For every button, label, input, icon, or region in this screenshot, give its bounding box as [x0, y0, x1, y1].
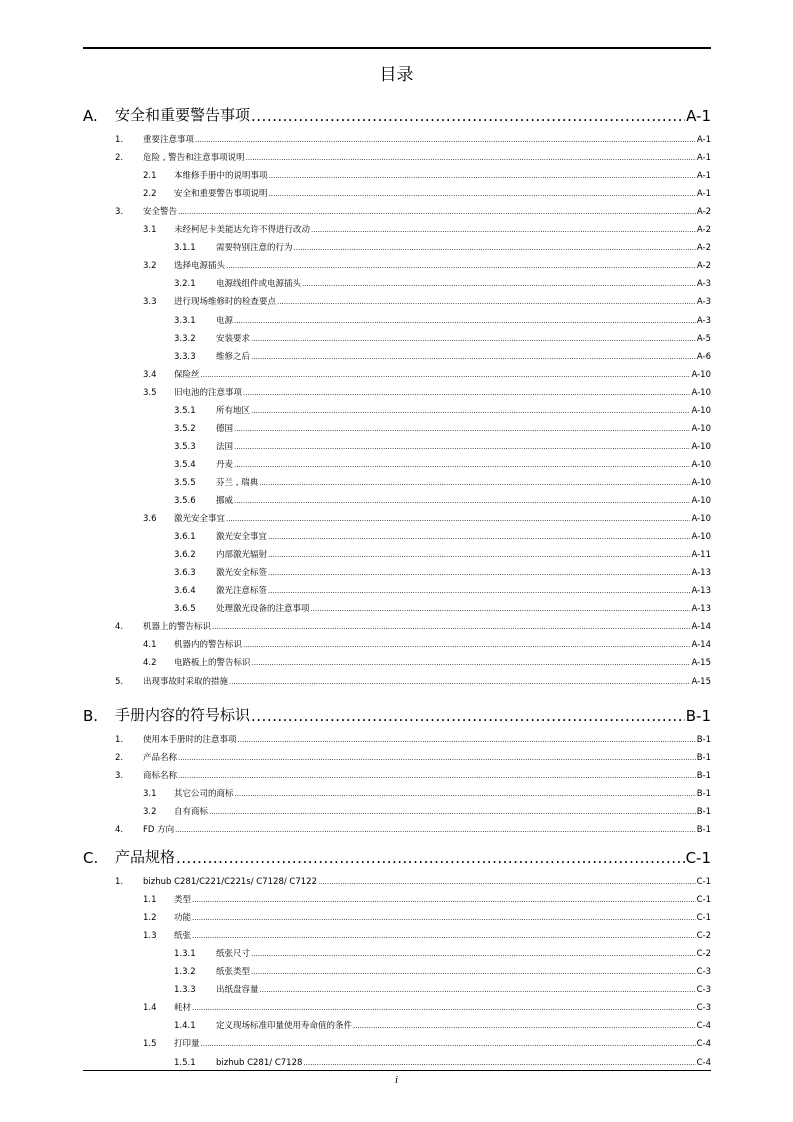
toc-entry[interactable]: [83, 727, 711, 745]
toc-entry-page: C-3: [696, 967, 711, 978]
dot-leader: [238, 736, 696, 745]
dot-leader: [243, 389, 690, 398]
dot-leader: [259, 479, 690, 488]
toc-entry-number: 3.1: [143, 225, 157, 236]
dot-leader: [251, 335, 696, 344]
toc-entry-number: B.: [83, 707, 99, 725]
dot-leader: [251, 107, 685, 125]
toc-entry[interactable]: [83, 488, 711, 506]
dot-leader: [277, 298, 696, 307]
toc-entry-number: 3.3.1: [174, 315, 196, 326]
toc-entry-page: A-3: [696, 297, 711, 308]
toc-entry-title: 手册内容的符号标识: [115, 706, 251, 724]
toc-section-heading[interactable]: [83, 845, 711, 867]
toc-entry-page: A-10: [691, 477, 711, 488]
toc-entry-number: 3.3.2: [174, 333, 196, 344]
toc-entry-number: 3.6.3: [174, 568, 196, 579]
toc-entry[interactable]: [83, 632, 711, 650]
dot-leader: [192, 932, 696, 941]
toc-entry[interactable]: [83, 799, 711, 817]
toc-entry-title: 安装要求: [216, 333, 251, 344]
toc-entry-title: 功能: [174, 913, 192, 924]
dot-leader: [201, 371, 691, 380]
toc-entry-page: A-2: [696, 261, 711, 272]
toc-entry[interactable]: [83, 542, 711, 560]
toc-entry-number: 3.4: [143, 369, 157, 380]
dot-leader: [234, 461, 690, 470]
toc-entry-page: A-10: [691, 387, 711, 398]
dot-leader: [311, 226, 696, 235]
toc-entry[interactable]: [83, 1031, 711, 1049]
toc-entry[interactable]: [83, 923, 711, 941]
dot-leader: [209, 808, 696, 817]
toc-entry-number: 4.: [115, 825, 124, 836]
toc-entry-title: 电源: [216, 315, 234, 326]
dot-leader: [268, 587, 690, 596]
toc-entry-title: FD 方向: [143, 825, 175, 836]
toc-entry-number: 3.6.4: [174, 586, 196, 597]
page-number: i: [394, 1074, 399, 1086]
toc-entry-title: 丹麦: [216, 459, 234, 470]
toc-entry-title: 激光注意标签: [216, 586, 268, 597]
toc-entry-title: 法国: [216, 441, 234, 452]
toc-entry-page: A-13: [691, 586, 711, 597]
toc-entry[interactable]: [83, 1050, 711, 1068]
toc-entry-page: A-15: [691, 658, 711, 669]
toc-entry-page: C-2: [696, 931, 711, 942]
toc-entry-title: 机器上的警告标识: [143, 622, 212, 633]
dot-leader: [353, 1022, 696, 1031]
toc-entry-page: A-3: [696, 315, 711, 326]
toc-entry-title: 纸张类型: [216, 967, 251, 978]
toc-entry-page: A-2: [696, 225, 711, 236]
toc-entry-page: A-13: [691, 568, 711, 579]
dot-leader: [294, 244, 696, 253]
dot-leader: [303, 1059, 695, 1068]
toc-entry-page: B-1: [696, 807, 711, 818]
toc-entry-page: A-10: [691, 441, 711, 452]
toc-entry-number: 1.5: [143, 1039, 157, 1050]
toc-entry-number: 3.5: [143, 387, 157, 398]
toc-entry-title: 类型: [174, 895, 192, 906]
toc-entry-number: 3.5.2: [174, 423, 196, 434]
toc-entry-title: bizhub C281/ C7128: [216, 1057, 303, 1068]
toc-entry[interactable]: [83, 380, 711, 398]
toc-entry-page: A-10: [691, 459, 711, 470]
toc-entry[interactable]: [83, 289, 711, 307]
toc-entry[interactable]: [83, 887, 711, 905]
toc-entry-title: 激光安全事宜: [174, 514, 226, 525]
toc-entry-page: A-1: [696, 135, 711, 145]
toc-entry-title: 本维修手册中的说明事项: [174, 171, 268, 182]
toc-entry-number: 2.: [115, 753, 124, 764]
toc-entry[interactable]: [83, 416, 711, 434]
toc-entry[interactable]: [83, 578, 711, 596]
toc-entry-page: A-11: [691, 550, 711, 561]
toc-entry-number: 1.1: [143, 895, 157, 906]
toc-entry-page: A-6: [696, 351, 711, 362]
dot-leader: [243, 641, 690, 650]
toc-entry-title: 旧电池的注意事项: [174, 387, 243, 398]
toc-entry-number: 3.1: [143, 789, 157, 800]
toc-entry-page: B-1: [696, 789, 711, 800]
toc-entry-title: 安全和重要警告事项: [115, 106, 251, 124]
toc-entry-title: 安全和重要警告事项说明: [174, 189, 268, 200]
toc-entry-page: A-3: [696, 279, 711, 290]
toc-entry-number: 2.1: [143, 171, 157, 182]
toc-entry[interactable]: [83, 869, 711, 887]
toc-entry[interactable]: [83, 1013, 711, 1031]
toc-entry-title: 激光安全事宜: [216, 532, 268, 543]
dot-leader: [268, 569, 690, 578]
toc-entry-page: B-1: [696, 735, 711, 745]
toc-entry-number: 1.: [115, 735, 124, 745]
toc-entry-title: 重要注意事项: [143, 135, 195, 145]
dot-leader: [260, 986, 696, 995]
toc-entry-title: 使用本手册时的注意事项: [143, 735, 237, 745]
toc-section-heading[interactable]: [83, 103, 711, 125]
toc-entry[interactable]: [83, 271, 711, 289]
toc-entry-title: 安全警告: [143, 207, 178, 218]
dot-leader: [234, 317, 696, 326]
toc-entry-title: 耗材: [174, 1003, 192, 1014]
toc-entry-page: A-13: [691, 604, 711, 615]
toc-entry-number: 3.2.1: [174, 279, 196, 290]
dot-leader: [226, 515, 690, 524]
toc-entry[interactable]: [83, 745, 711, 763]
toc-entry-number: 1.: [115, 877, 124, 887]
dot-leader: [201, 1040, 696, 1049]
toc-entry-title: 进行现场维修时的检查要点: [174, 297, 277, 308]
dot-leader: [234, 497, 690, 506]
toc-entry-page: A-1: [696, 153, 711, 164]
dot-leader: [311, 605, 691, 614]
toc-entry-title: 内部激光辐射: [216, 550, 268, 561]
toc-entry-page: C-4: [696, 1021, 711, 1032]
toc-entry-page: C-3: [696, 1003, 711, 1014]
toc-entry[interactable]: [83, 217, 711, 235]
toc-entry[interactable]: [83, 145, 711, 163]
toc-entry-number: 1.4.1: [174, 1021, 196, 1032]
toc-entry-page: C-3: [696, 985, 711, 996]
toc-entry-page: C-1: [696, 895, 711, 906]
toc-entry[interactable]: [83, 235, 711, 253]
toc-entry-title: 出现事故时采取的措施: [143, 676, 229, 687]
toc-entry-number: 3.6.1: [174, 532, 196, 543]
dot-leader: [269, 190, 696, 199]
toc-entry[interactable]: [83, 817, 711, 835]
toc-entry-title: 产品规格: [115, 848, 176, 866]
toc-entry-number: 4.1: [143, 640, 157, 651]
toc-entry[interactable]: [83, 596, 711, 614]
toc-entry-number: 3.: [115, 771, 124, 782]
toc-entry[interactable]: [83, 434, 711, 452]
toc-entry-title: 维修之后: [216, 351, 251, 362]
dot-leader: [251, 707, 685, 725]
toc-entry-title: 产品名称: [143, 753, 178, 764]
toc-entry-title: 电路板上的警告标识: [174, 658, 251, 669]
dot-leader: [318, 878, 696, 887]
toc-entry-title: bizhub C281/C221/C221s/ C7128/ C7122: [143, 877, 317, 887]
dot-leader: [192, 896, 696, 905]
toc-entry-title: 处理激光设备的注意事项: [216, 604, 310, 615]
toc-entry-number: 3.5.5: [174, 477, 196, 488]
toc-entry[interactable]: [83, 781, 711, 799]
dot-leader: [192, 1004, 696, 1013]
toc-entry[interactable]: [83, 524, 711, 542]
toc-entry[interactable]: [83, 398, 711, 416]
toc-entry[interactable]: [83, 560, 711, 578]
toc-entry-title: 需要特别注意的行为: [216, 243, 293, 254]
toc-entry-page: A-5: [696, 333, 711, 344]
toc-entry-number: 1.3.3: [174, 985, 196, 996]
toc-entry-number: 2.2: [143, 189, 157, 200]
bottom-rule: [83, 1070, 711, 1071]
toc-entry[interactable]: [83, 650, 711, 668]
top-rule: [83, 47, 711, 49]
dot-leader: [268, 533, 690, 542]
toc-entry-title: 自有商标: [174, 807, 209, 818]
dot-leader: [302, 280, 696, 289]
dot-leader: [229, 678, 690, 687]
toc-entry-title: 德国: [216, 423, 234, 434]
toc-entry-number: 3.: [115, 207, 124, 218]
dot-leader: [178, 772, 696, 781]
toc-entry-title: 选择电源插头: [174, 261, 226, 272]
toc-entry-number: 1.3: [143, 931, 157, 942]
toc-entry-number: 3.6: [143, 514, 157, 525]
toc-entry-page: A-10: [691, 514, 711, 525]
toc-entry-number: 3.1.1: [174, 243, 196, 254]
toc-entry-page: A-1: [696, 171, 711, 182]
dot-leader: [212, 623, 690, 632]
toc-section-heading[interactable]: [83, 703, 711, 725]
toc-entry[interactable]: [83, 199, 711, 217]
toc-entry[interactable]: [83, 127, 711, 145]
toc-entry-title: 危险 , 警告和注意事项说明: [143, 153, 245, 164]
toc-entry[interactable]: [83, 905, 711, 923]
toc-entry-title: 定义现场标准印量使用寿命值的条件: [216, 1021, 353, 1032]
toc-entry-title: 所有地区: [216, 405, 251, 416]
toc-entry-number: 3.3: [143, 297, 157, 308]
toc-entry-page: C-4: [696, 1057, 711, 1068]
toc-entry[interactable]: [83, 344, 711, 362]
toc-entry-page: B-1: [696, 825, 711, 836]
toc-entry-number: 1.4: [143, 1003, 157, 1014]
toc-entry-title: 挪威: [216, 496, 234, 506]
toc-entry-number: A.: [83, 107, 98, 125]
dot-leader: [178, 208, 696, 217]
toc-entry-title: 保险丝: [174, 369, 200, 380]
toc-entry-number: 3.6.2: [174, 550, 196, 561]
dot-leader: [175, 826, 696, 835]
toc-entry[interactable]: [83, 470, 711, 488]
toc-entry[interactable]: [83, 163, 711, 181]
toc-entry-page: C-2: [696, 949, 711, 960]
dot-leader: [268, 551, 690, 560]
toc-entry[interactable]: [83, 763, 711, 781]
toc-entry-page: C-1: [696, 913, 711, 924]
toc-entry-number: 1.3.2: [174, 967, 196, 978]
page-title: 目录: [379, 65, 414, 85]
toc-entry-title: 机器内的警告标识: [174, 640, 243, 651]
toc-entry-number: C.: [83, 849, 99, 867]
toc-entry[interactable]: [83, 506, 711, 524]
toc-entry-number: 4.: [115, 622, 124, 633]
toc-entry[interactable]: [83, 941, 711, 959]
toc-entry-page: B-1: [685, 707, 711, 725]
dot-leader: [195, 136, 696, 145]
toc-entry-number: 3.3.3: [174, 351, 196, 362]
toc-entry-page: A-15: [691, 676, 711, 687]
toc-entry-page: A-2: [696, 243, 711, 254]
toc-entry[interactable]: [83, 995, 711, 1013]
dot-leader: [235, 790, 696, 799]
toc-entry-page: B-1: [696, 771, 711, 782]
toc-entry-title: 未经柯尼卡美能达允许不得进行改动: [174, 225, 311, 236]
toc-entry[interactable]: [83, 452, 711, 470]
toc-entry-page: A-14: [691, 622, 711, 633]
toc-entry-number: 3.2: [143, 261, 157, 272]
toc-entry-title: 打印量: [174, 1039, 200, 1050]
dot-leader: [234, 443, 690, 452]
toc-entry-page: A-1: [686, 107, 711, 125]
toc-entry[interactable]: [83, 669, 711, 687]
dot-leader: [251, 950, 696, 959]
toc-entry[interactable]: [83, 977, 711, 995]
toc-entry[interactable]: [83, 959, 711, 977]
toc-entry-number: 4.2: [143, 658, 157, 669]
toc-entry[interactable]: [83, 362, 711, 380]
toc-entry[interactable]: [83, 253, 711, 271]
dot-leader: [251, 407, 690, 416]
toc-entry-page: A-2: [696, 207, 711, 218]
toc-entry[interactable]: [83, 308, 711, 326]
toc-entry-number: 5.: [115, 676, 124, 687]
toc-entry-number: 1.: [115, 135, 124, 145]
toc-entry-page: B-1: [696, 753, 711, 764]
toc-entry-title: 纸张: [174, 931, 192, 942]
toc-entry-title: 出纸盘容量: [216, 985, 259, 996]
dot-leader: [176, 849, 685, 867]
toc-entry[interactable]: [83, 614, 711, 632]
toc-entry-number: 3.6.5: [174, 604, 196, 615]
toc-entry[interactable]: [83, 181, 711, 199]
toc-entry-page: C-1: [696, 877, 711, 887]
toc-entry-page: C-1: [685, 849, 711, 867]
toc-entry-number: 3.2: [143, 807, 157, 818]
dot-leader: [251, 968, 696, 977]
toc-entry-page: A-10: [691, 423, 711, 434]
toc-entry-number: 1.5.1: [174, 1057, 196, 1068]
toc-entry-number: 3.5.1: [174, 405, 196, 416]
toc-entry-title: 其它公司的商标: [174, 789, 234, 800]
toc-entry-number: 3.5.6: [174, 496, 196, 506]
dot-leader: [251, 353, 696, 362]
toc-entry-number: 3.5.4: [174, 459, 196, 470]
dot-leader: [252, 659, 691, 668]
dot-leader: [246, 154, 696, 163]
toc-entry-number: 1.2: [143, 913, 157, 924]
dot-leader: [178, 754, 696, 763]
toc-entry-page: C-4: [696, 1039, 711, 1050]
dot-leader: [269, 172, 696, 181]
toc-entry-title: 电源线组件或电源插头: [216, 279, 302, 290]
toc-entry-title: 芬兰 , 瑞典: [216, 477, 259, 488]
dot-leader: [226, 262, 696, 271]
toc-entry-number: 2.: [115, 153, 124, 164]
toc-entry-page: A-10: [691, 405, 711, 416]
toc-entry-number: 3.5.3: [174, 441, 196, 452]
toc-entry-title: 激光安全标签: [216, 568, 268, 579]
toc-entry-title: 商标名称: [143, 771, 178, 782]
toc-entry-page: A-1: [696, 189, 711, 200]
toc-entry-page: A-10: [691, 532, 711, 543]
toc-entry-page: A-10: [691, 496, 711, 506]
toc-entry-number: 1.3.1: [174, 949, 196, 960]
toc-entry[interactable]: [83, 326, 711, 344]
toc-entry-title: 纸张尺寸: [216, 949, 251, 960]
dot-leader: [234, 425, 690, 434]
dot-leader: [192, 914, 696, 923]
toc-entry-page: A-14: [691, 640, 711, 651]
toc-entry-page: A-10: [691, 369, 711, 380]
